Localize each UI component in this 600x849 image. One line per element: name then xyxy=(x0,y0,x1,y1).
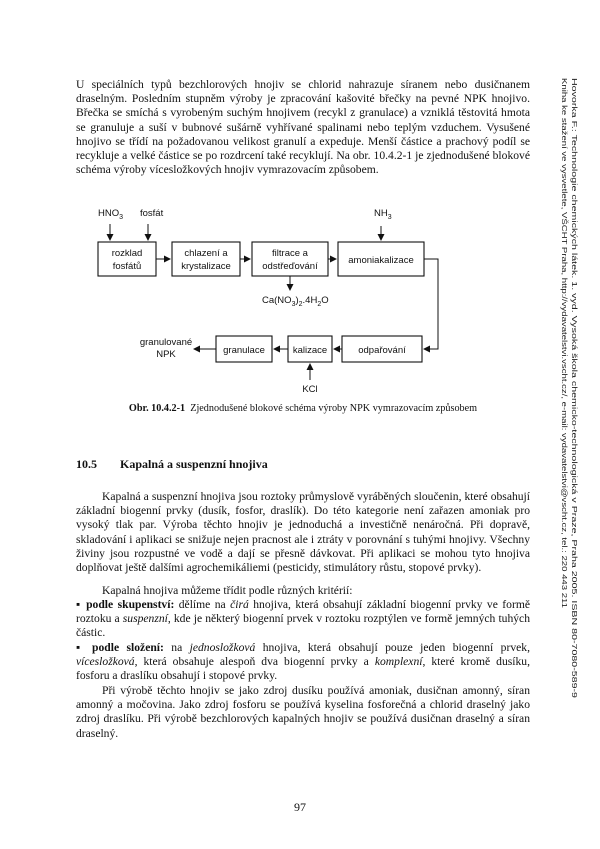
caption-label: Obr. 10.4.2-1 xyxy=(128,403,186,414)
list-item-slozeni: ▪ podle složení: na jednosložková hnojiva, která obsahují pouze jeden biogenní prvek, vícesložková, která obsahuje alespoň dva biogenní prvky a komplexní, které kromě dusíku, fosforu a draslíku obsahují i stopové prvky. xyxy=(76,640,531,683)
svg-text:chlazení a: chlazení a xyxy=(184,248,228,259)
box-granulace xyxy=(216,336,272,362)
page-number: 97 xyxy=(294,800,306,814)
bullet-marker: ▪ xyxy=(76,598,82,611)
intro-paragraph: U speciálních typů bezchlorových hnojiv se chlorid nahrazuje síranem nebo dusičnanem draselným. Posledním stupněm výroby je zpracování kašovité břečky na pevné NPK hnojivo. Břečka se smíchá s vyrobeným suchým hnojivem (recykl z granulace) a vzniklá těstovitá hmota se granuluje a suší v bubnové sušárně vyhřívané spalinami nebo teplým vzduchem. Vysušené hnojivo se třídí na požadovanou velikost granulí a expeduje. Menší částice a prachový podíl se recykluje a velké částice se po rozdrcení také recyklují. Na obr. 10.4.2-1 je zjednodušené blokové schéma výroby vícesložkových hnojiv vymrazovacím způsobem. xyxy=(76,78,530,177)
caption-text: Zjednodušené blokové schéma výroby NPK vymrazovacím způsobem xyxy=(190,403,478,414)
paragraph-2: Kapalná hnojiva můžeme třídit podle různých kritérií: xyxy=(102,584,353,597)
side-note-line2: Kniha ke stažení ve vysvetlete, VŠCHT Praha, http://vydavatelstvi.vscht.cz/, e-mail: vydavatelstvi@vscht.cz, tel.: 220 443 211 xyxy=(560,78,569,488)
svg-text:granulace: granulace xyxy=(223,345,265,356)
input-hno3: $HNO_3$ xyxy=(98,208,124,221)
bullet-marker: ▪ xyxy=(76,640,85,654)
input-nh3: $NH_3$ xyxy=(374,208,392,221)
block-diagram-svg xyxy=(76,202,530,402)
svg-text:kalizace: kalizace xyxy=(292,345,328,356)
section-heading xyxy=(76,457,268,472)
box-odparovani xyxy=(342,336,422,362)
figure-caption xyxy=(76,403,530,415)
svg-text:amoniakalizace: amoniakalizace xyxy=(348,255,414,266)
side-note xyxy=(532,78,584,718)
box-amoniakalizace xyxy=(338,242,424,276)
bullet-label: podle složení: xyxy=(92,640,164,654)
list-item-skupenstvi: ▪ podle skupenství: dělíme na čirá hnojiva, která obsahují základní biogenní prvky ve formě roztoku a suspenzní, kde je některý biogenní prvek v roztoku rozptýlen ve formě jemných tuhých částic. xyxy=(76,598,530,640)
svg-text:krystalizace: krystalizace xyxy=(181,261,231,272)
input-kcl: KCl xyxy=(302,384,318,395)
output-line2: NPK xyxy=(156,349,176,360)
paragraph-3: Při výrobě těchto hnojiv se jako zdroj dusíku používá amoniak, dusičnan amonný, síran amonný a močovina. Jako zdroj fosforu se používá kyselina fosforečná a chlorid draselný jako zdroj draslíku. Při výrobě bezchlorových kapalných hnojiv se používá dusičnan draselný a síran draselný. xyxy=(76,684,530,740)
side-note-svg xyxy=(532,78,584,718)
svg-text:odstřeďování: odstřeďování xyxy=(262,261,318,272)
box-rozklad-fosfatu xyxy=(98,242,156,276)
svg-text:filtrace a: filtrace a xyxy=(272,248,308,259)
byproduct-label: $Ca(NO_3)_2.4H_2O$ xyxy=(262,295,329,308)
block-diagram xyxy=(76,202,530,402)
box-chlazeni-krystalizace xyxy=(172,242,240,276)
output-line1: granulované xyxy=(139,337,193,348)
section-number: 10.5 xyxy=(76,457,97,471)
paragraph-1: Kapalná a suspenzní hnojiva jsou roztoky průmyslově vyráběných sloučenin, které obsahují základní biogenní prvky (dusík, fosfor, draslík). Do této kategorie není zařazen amoniak pro vysoký tlak par. Výroba těchto hnojiv je jednoduchá a investičně nenáročná. Při dopravě, skladování i aplikaci se snižuje nejen pracnost ale i ztráty v porovnání s tuhými hnojivy. Všechny živiny jsou rozpustné ve vodě a dají se přesně dávkovat. Při aplikaci se mohou tyto hnojiva doplňovat ještě dalšími agrochemikáliemi (pesticidy, stimulátory růstu, stopové prvky). xyxy=(76,490,530,575)
section-title: Kapalná a suspenzní hnojiva xyxy=(120,457,268,471)
svg-text:odpařování: odpařování xyxy=(358,345,406,356)
arrow-4-5 xyxy=(424,259,438,349)
input-fosfat: fosfát xyxy=(140,208,164,219)
side-note-line1: Hovorka F.: Technologie chemických látek. 1. vyd. Vysoká škola chemicko-technologická v Praze, Praha 2005. ISBN 80-7080-589-9 xyxy=(570,78,579,509)
box-kalizace xyxy=(288,336,332,362)
svg-text:rozklad: rozklad xyxy=(111,248,143,259)
svg-text:fosfátů: fosfátů xyxy=(112,261,142,272)
criteria-list xyxy=(76,598,530,683)
box-filtrace-odstredovani xyxy=(252,242,328,276)
bullet-label: podle skupenství: xyxy=(86,598,175,611)
